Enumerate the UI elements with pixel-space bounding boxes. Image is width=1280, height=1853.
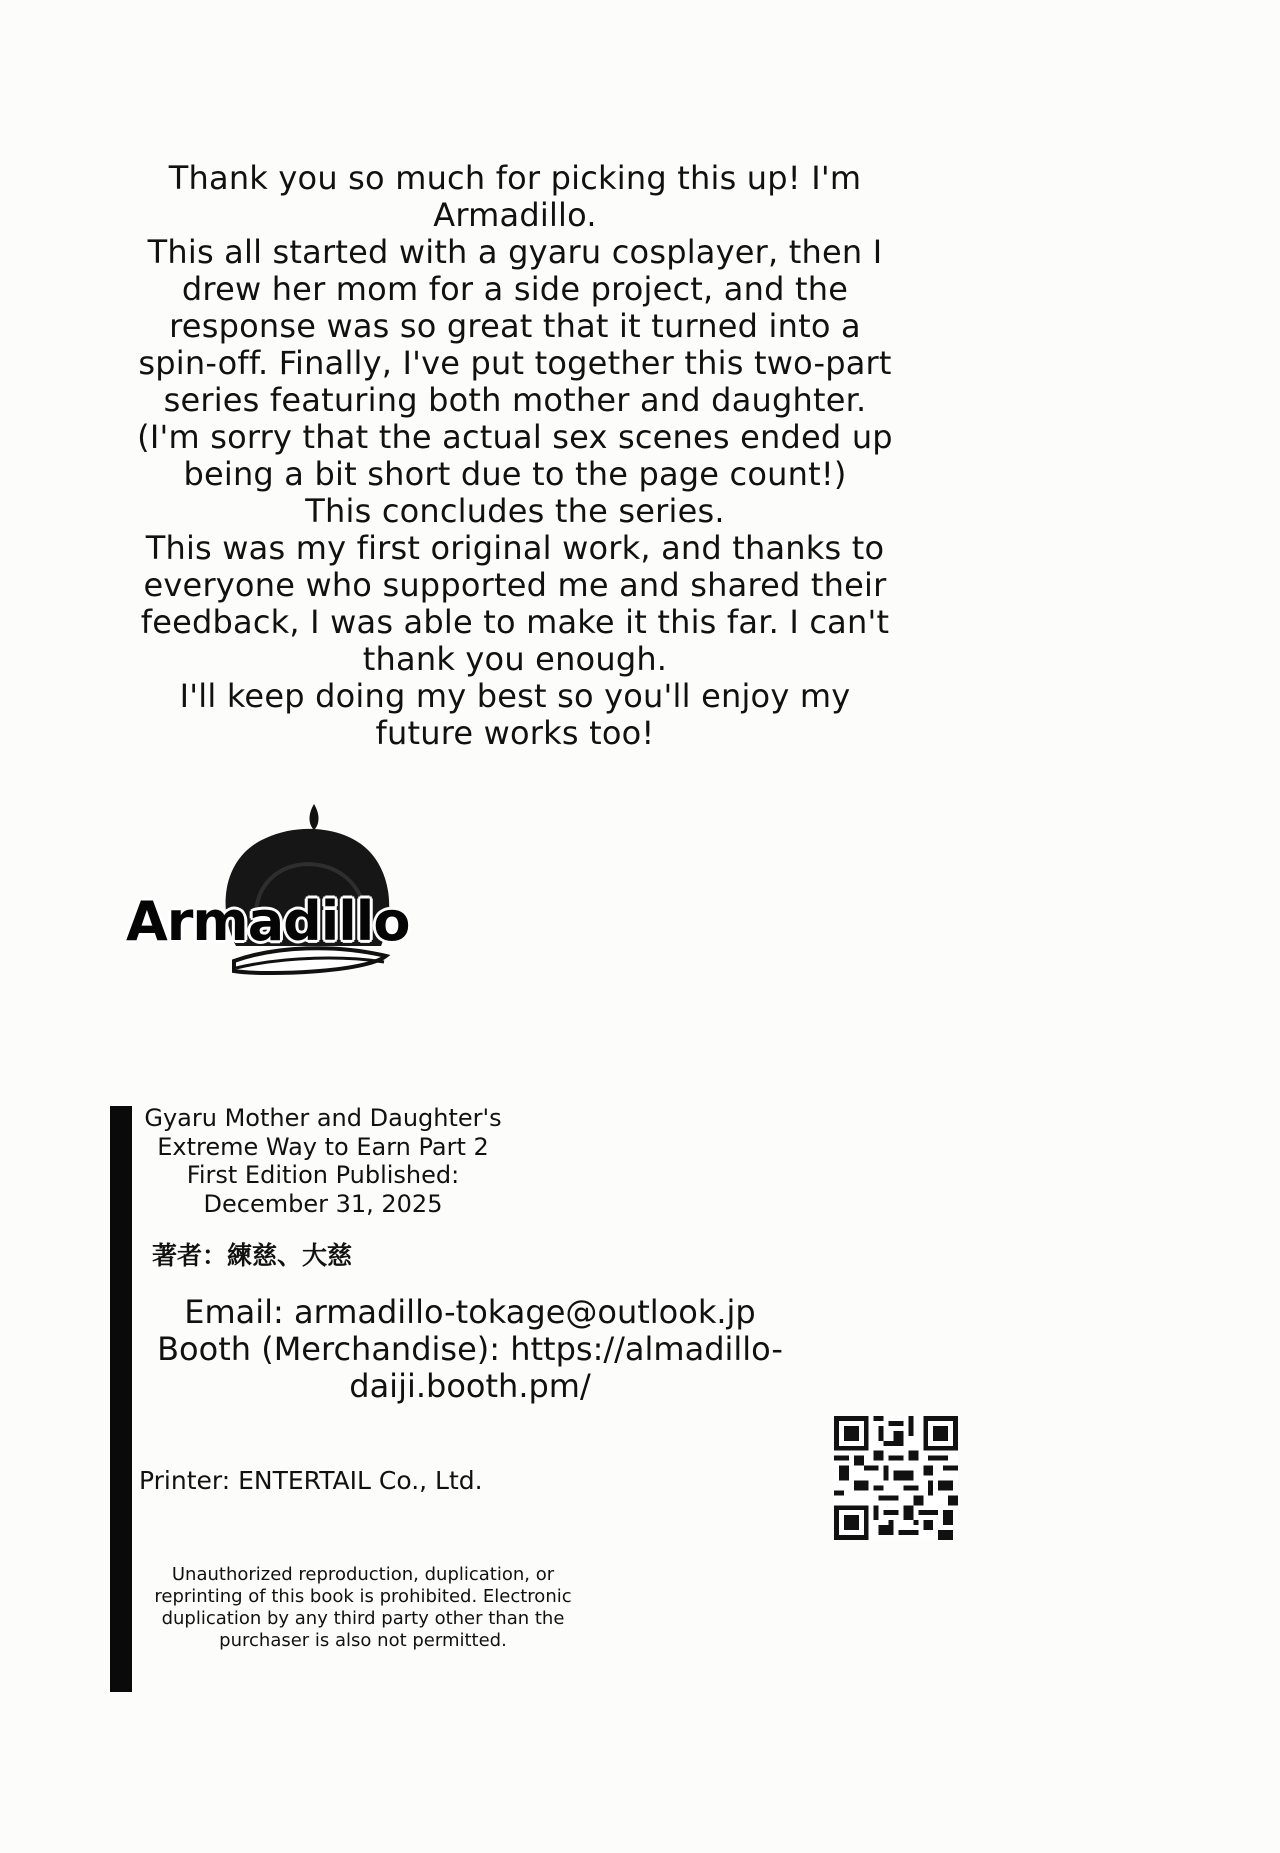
booth-link-line[interactable]: Booth (Merchandise): https://almadillo-: [157, 1330, 783, 1368]
booth-link-line[interactable]: daiji.booth.pm/: [349, 1367, 591, 1405]
afterword-line: Thank you so much for picking this up! I'm: [168, 159, 862, 197]
afterword-line: Armadillo.: [433, 196, 597, 234]
colophon-title-line: December 31, 2025: [203, 1189, 443, 1218]
afterword-line: This concludes the series.: [305, 492, 725, 530]
afterword-text: [120, 160, 910, 752]
colophon-title-line: Gyaru Mother and Daughter's: [144, 1104, 502, 1132]
afterword-line: drew her mom for a side project, and the: [181, 270, 849, 308]
afterword-line: everyone who supported me and shared their: [143, 566, 887, 604]
afterword-line: (I'm sorry that the actual sex scenes ended up: [137, 418, 893, 456]
notice-line: purchaser is also not permitted.: [219, 1630, 507, 1651]
colophon-title-line: Extreme Way to Earn Part 2: [157, 1132, 489, 1161]
colophon-title-line: First Edition Published:: [186, 1161, 460, 1189]
email-line[interactable]: Email: armadillo-tokage@outlook.jp: [184, 1293, 756, 1331]
colophon-bar: [110, 1106, 132, 1692]
copyright-notice: [138, 1564, 588, 1652]
afterword-line: spin-off. Finally, I've put together this two-part: [138, 344, 892, 382]
printer-credit: Printer: ENTERTAIL Co., Ltd.: [139, 1466, 483, 1495]
contact-info: [150, 1294, 790, 1405]
notice-line: duplication by any third party other than the: [161, 1608, 565, 1629]
afterword-line: being a bit short due to the page count!): [183, 455, 847, 493]
afterword-line: feedback, I was able to make it this far. I can't: [140, 603, 890, 641]
logo-wordmark: Armadillo: [126, 890, 410, 953]
circle-logo: [126, 796, 456, 996]
afterword-line: This all started with a gyaru cosplayer, then I: [147, 233, 883, 271]
afterword-line: future works too!: [375, 714, 655, 752]
author-credit: 著者：練慈、大慈: [152, 1241, 353, 1270]
colophon-title: [140, 1104, 506, 1218]
afterword-line: response was so great that it turned into a: [169, 307, 861, 345]
notice-line: reprinting of this book is prohibited. Electronic: [154, 1586, 572, 1607]
notice-line: Unauthorized reproduction, duplication, or: [171, 1564, 555, 1585]
afterword-line: thank you enough.: [362, 640, 668, 678]
afterword-line: This was my first original work, and thanks to: [145, 529, 885, 567]
qr-code-icon[interactable]: [834, 1416, 958, 1540]
afterword-line: series featuring both mother and daughter.: [163, 381, 867, 419]
afterword-line: I'll keep doing my best so you'll enjoy my: [179, 677, 851, 715]
